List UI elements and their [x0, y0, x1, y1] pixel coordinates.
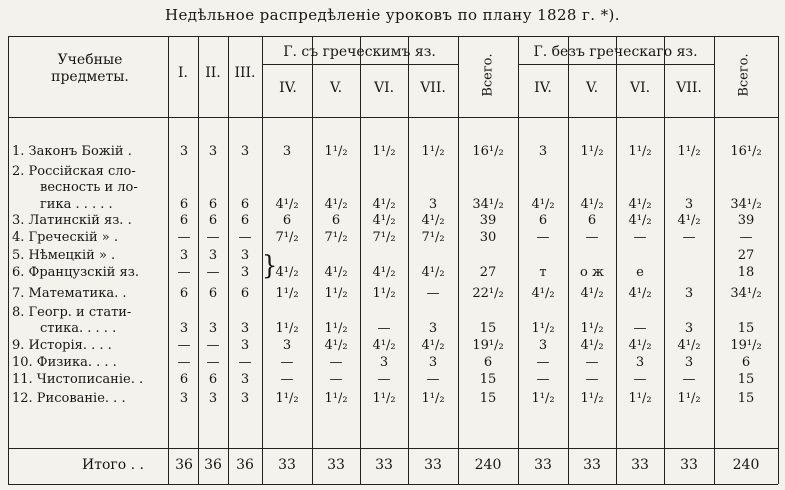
- table-cell: 7¹/₂: [421, 230, 445, 245]
- header-total-with-greek: Всего.: [480, 53, 496, 97]
- table-cell: 1¹/₂: [421, 391, 445, 406]
- table-cell: 6: [282, 213, 292, 228]
- table-cell: —: [633, 372, 647, 387]
- table-cell: 6: [240, 286, 250, 301]
- column-rule: [458, 36, 459, 484]
- table-cell: —: [238, 230, 252, 245]
- table-cell: 3: [240, 265, 250, 280]
- table-cell: —: [426, 372, 440, 387]
- table-cell: —: [329, 355, 343, 370]
- table-cell: —: [739, 230, 753, 245]
- table-cell: 6: [538, 213, 548, 228]
- table-cell: 3: [208, 321, 218, 336]
- table-cell: 6: [587, 213, 597, 228]
- column-rule: [198, 36, 199, 484]
- table-cell: —: [280, 355, 294, 370]
- table-cell: 15: [737, 321, 755, 336]
- totals-cell: 33: [327, 457, 345, 473]
- row-label: 1. Законъ Божій .: [12, 144, 132, 159]
- table-cell: 39: [479, 213, 497, 228]
- header-grade-1: I.: [178, 65, 188, 81]
- table-cell: —: [682, 230, 696, 245]
- table-cell: 3: [179, 321, 189, 336]
- column-rule: [616, 36, 617, 484]
- row-label: 6. Французскій яз.: [12, 265, 139, 280]
- header-subjects: Учебные предметы.: [51, 52, 129, 85]
- table-cell: 27: [479, 265, 497, 280]
- table-cell: 4¹/₂: [372, 265, 396, 280]
- totals-cell: 33: [424, 457, 442, 473]
- table-cell: —: [238, 355, 252, 370]
- row-label: 4. Греческій » .: [12, 230, 119, 245]
- table-cell: 1¹/₂: [628, 391, 652, 406]
- table-title: Недѣльное распредѣленіе уроковъ по плану 1828 г. *).: [165, 6, 620, 24]
- table-cell: 1¹/₂: [372, 391, 396, 406]
- table-cell: 3: [538, 144, 548, 159]
- table-cell: 4¹/₂: [421, 265, 445, 280]
- column-rule: [714, 36, 715, 484]
- table-cell: —: [377, 321, 391, 336]
- table-cell: 1¹/₂: [580, 144, 604, 159]
- table-cell: 3: [428, 321, 438, 336]
- header-group-without-greek: Г. безъ греческаго яз.: [533, 44, 698, 60]
- totals-cell: 33: [631, 457, 649, 473]
- header-without-greek-grade-7: VII.: [676, 80, 702, 96]
- row-label: 3. Латинскій яз. .: [12, 213, 132, 228]
- table-cell: 4¹/₂: [372, 213, 396, 228]
- table-cell: 1¹/₂: [531, 321, 555, 336]
- header-without-greek-grade-4: IV.: [534, 80, 552, 96]
- totals-cell: 36: [175, 457, 193, 473]
- table-cell: 4¹/₂: [677, 338, 701, 353]
- table-cell: 3: [379, 355, 389, 370]
- table-cell: 15: [479, 321, 497, 336]
- table-cell: 1¹/₂: [580, 321, 604, 336]
- table-cell: 6: [483, 355, 493, 370]
- table-cell: 3: [179, 144, 189, 159]
- header-without-greek-grade-6: VI.: [629, 80, 651, 96]
- table-cell: —: [177, 338, 191, 353]
- table-cell: 34¹/₂: [730, 286, 762, 301]
- table-cell: 3: [240, 372, 250, 387]
- row-rule: [8, 448, 778, 449]
- row-label: 10. Физика. . . .: [12, 355, 117, 370]
- table-cell: 4¹/₂: [275, 197, 299, 212]
- table-cell: —: [377, 372, 391, 387]
- column-rule: [360, 36, 361, 484]
- table-cell: 34¹/₂: [730, 197, 762, 212]
- table-cell: 6: [208, 372, 218, 387]
- table-cell: 15: [737, 391, 755, 406]
- table-cell: —: [206, 355, 220, 370]
- header-with-greek-grade-6: VI.: [373, 80, 395, 96]
- table-cell: 1¹/₂: [324, 144, 348, 159]
- table-cell: —: [585, 355, 599, 370]
- table-cell: 3: [282, 144, 292, 159]
- table-cell: —: [633, 230, 647, 245]
- table-cell: 3: [208, 144, 218, 159]
- table-cell: 4¹/₂: [324, 265, 348, 280]
- table-cell: 15: [737, 372, 755, 387]
- table-cell: 3: [208, 391, 218, 406]
- table-cell: 3: [282, 338, 292, 353]
- column-rule: [168, 36, 169, 484]
- table-cell: 3: [179, 391, 189, 406]
- table-cell: 4¹/₂: [580, 197, 604, 212]
- table-cell: 30: [479, 230, 497, 245]
- table-cell: 4¹/₂: [275, 265, 299, 280]
- column-rule: [568, 36, 569, 484]
- row-label: 9. Исторія. . . .: [12, 338, 112, 353]
- table-cell: 4¹/₂: [531, 286, 555, 301]
- table-cell: 3: [208, 248, 218, 263]
- table-cell: 4¹/₂: [421, 338, 445, 353]
- table-cell: 6: [240, 197, 250, 212]
- table-cell: 3: [240, 338, 250, 353]
- table-cell: —: [206, 265, 220, 280]
- table-cell: 34¹/₂: [472, 197, 504, 212]
- table-cell: 19¹/₂: [472, 338, 504, 353]
- header-group-with-greek: Г. съ греческимъ яз.: [283, 44, 436, 60]
- row-label: 7. Математика. .: [12, 286, 127, 301]
- table-cell: 22¹/₂: [472, 286, 504, 301]
- totals-cell: 240: [474, 457, 502, 473]
- table-cell: 7¹/₂: [275, 230, 299, 245]
- row-label: весность и ло-: [40, 180, 138, 195]
- table-cell: 4¹/₂: [324, 338, 348, 353]
- row-label: 8. Геогр. и стати-: [12, 305, 132, 320]
- table-cell: 6: [208, 197, 218, 212]
- table-cell: о ж: [580, 265, 604, 280]
- table-cell: 6: [179, 286, 189, 301]
- table-cell: 1¹/₂: [275, 391, 299, 406]
- table-cell: —: [633, 321, 647, 336]
- row-label: 2. Россійская сло-: [12, 164, 136, 179]
- table-cell: —: [536, 355, 550, 370]
- table-cell: —: [585, 372, 599, 387]
- table-cell: 3: [538, 338, 548, 353]
- table-cell: 39: [737, 213, 755, 228]
- column-rule: [778, 36, 779, 484]
- totals-cell: 36: [204, 457, 222, 473]
- column-rule: [8, 36, 9, 484]
- table-cell: 3: [428, 197, 438, 212]
- table-cell: 1¹/₂: [372, 144, 396, 159]
- table-cell: —: [585, 230, 599, 245]
- column-rule: [664, 36, 665, 484]
- table-cell: 4¹/₂: [531, 197, 555, 212]
- table-cell: 6: [179, 197, 189, 212]
- table-cell: —: [206, 230, 220, 245]
- table-cell: —: [177, 265, 191, 280]
- table-cell: 3: [428, 355, 438, 370]
- table-cell: 4¹/₂: [628, 286, 652, 301]
- row-label: 12. Рисованіе. . .: [12, 391, 126, 406]
- row-label: 5. Нѣмецкій » .: [12, 248, 116, 263]
- table-cell: 3: [684, 321, 694, 336]
- table-cell: 3: [179, 248, 189, 263]
- row-rule: [518, 64, 714, 65]
- row-label: стика. . . . .: [40, 321, 117, 336]
- table-cell: 1¹/₂: [677, 391, 701, 406]
- header-grade-3: III.: [234, 65, 256, 81]
- table-cell: 6: [208, 213, 218, 228]
- table-cell: 1¹/₂: [324, 321, 348, 336]
- column-rule: [228, 36, 229, 484]
- totals-cell: 240: [732, 457, 760, 473]
- table-cell: 6: [179, 372, 189, 387]
- table-cell: 3: [240, 391, 250, 406]
- table-cell: 6: [331, 213, 341, 228]
- table-cell: 27: [737, 248, 755, 263]
- header-with-greek-grade-4: IV.: [279, 80, 297, 96]
- table-cell: 19¹/₂: [730, 338, 762, 353]
- column-rule: [408, 36, 409, 484]
- table-cell: 4¹/₂: [324, 197, 348, 212]
- table-cell: 3: [684, 197, 694, 212]
- table-cell: —: [206, 338, 220, 353]
- table-cell: 3: [635, 355, 645, 370]
- table-cell: 6: [208, 286, 218, 301]
- table-cell: 3: [684, 286, 694, 301]
- table-cell: 3: [684, 355, 694, 370]
- totals-label: Итого . .: [82, 457, 144, 473]
- table-cell: 15: [479, 372, 497, 387]
- column-rule: [312, 36, 313, 484]
- table-cell: 4¹/₂: [372, 197, 396, 212]
- table-cell: 4¹/₂: [421, 213, 445, 228]
- brace-mark: }: [262, 249, 278, 281]
- table-cell: 1¹/₂: [275, 321, 299, 336]
- table-cell: т: [539, 265, 547, 280]
- table-cell: —: [536, 372, 550, 387]
- totals-cell: 36: [236, 457, 254, 473]
- totals-cell: 33: [583, 457, 601, 473]
- table-cell: —: [682, 372, 696, 387]
- table-cell: 4¹/₂: [372, 338, 396, 353]
- table-cell: 1¹/₂: [324, 286, 348, 301]
- table-cell: 6: [240, 213, 250, 228]
- table-cell: —: [329, 372, 343, 387]
- table-cell: —: [177, 355, 191, 370]
- table-cell: 4¹/₂: [677, 213, 701, 228]
- header-without-greek-grade-5: V.: [585, 80, 599, 96]
- table-cell: 4¹/₂: [628, 213, 652, 228]
- row-label: гика . . . . .: [40, 197, 113, 212]
- table-cell: 16¹/₂: [472, 144, 504, 159]
- header-grade-2: II.: [205, 65, 221, 81]
- table-cell: 1¹/₂: [275, 286, 299, 301]
- table-cell: 6: [741, 355, 751, 370]
- table-cell: 1¹/₂: [580, 391, 604, 406]
- table-cell: 1¹/₂: [531, 391, 555, 406]
- row-rule: [8, 117, 778, 118]
- table-cell: —: [426, 286, 440, 301]
- table-cell: 1¹/₂: [677, 144, 701, 159]
- table-cell: 15: [479, 391, 497, 406]
- table-cell: 7¹/₂: [324, 230, 348, 245]
- row-rule: [8, 484, 778, 485]
- table-cell: —: [280, 372, 294, 387]
- table-cell: 1¹/₂: [372, 286, 396, 301]
- row-rule: [262, 64, 458, 65]
- table-cell: 3: [240, 321, 250, 336]
- table-cell: 6: [179, 213, 189, 228]
- header-with-greek-grade-7: VII.: [420, 80, 446, 96]
- table-cell: —: [177, 230, 191, 245]
- table-cell: 1¹/₂: [421, 144, 445, 159]
- header-with-greek-grade-5: V.: [329, 80, 343, 96]
- totals-cell: 33: [680, 457, 698, 473]
- table-cell: 3: [240, 248, 250, 263]
- row-label: 11. Чистописаніе. .: [12, 372, 144, 387]
- table-cell: 18: [737, 265, 755, 280]
- table-cell: 4¹/₂: [580, 286, 604, 301]
- table-cell: е: [636, 265, 644, 280]
- table-cell: 4¹/₂: [580, 338, 604, 353]
- row-rule: [8, 36, 778, 37]
- table-cell: 7¹/₂: [372, 230, 396, 245]
- table-cell: 1¹/₂: [324, 391, 348, 406]
- table-cell: 16¹/₂: [730, 144, 762, 159]
- table-cell: 4¹/₂: [628, 197, 652, 212]
- table-cell: 3: [240, 144, 250, 159]
- table-cell: 4¹/₂: [628, 338, 652, 353]
- header-total-without-greek: Всего.: [736, 53, 752, 97]
- totals-cell: 33: [278, 457, 296, 473]
- table-cell: —: [536, 230, 550, 245]
- table-cell: 1¹/₂: [628, 144, 652, 159]
- totals-cell: 33: [534, 457, 552, 473]
- column-rule: [518, 36, 519, 484]
- totals-cell: 33: [375, 457, 393, 473]
